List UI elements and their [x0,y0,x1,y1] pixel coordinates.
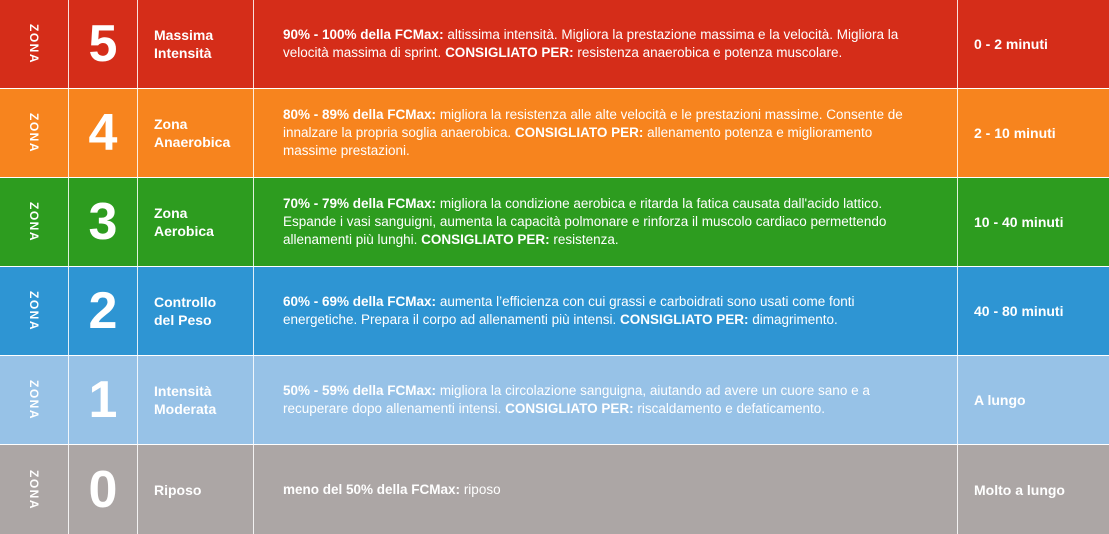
zone-description-cell [253,445,957,534]
zone-label-cell [0,89,68,177]
zone-fc-range: 80% - 89% della FCMax: [283,107,437,122]
zone-description [283,106,917,160]
zone-number: 5 [88,15,118,73]
zone-duration: 2 - 10 minuti [974,125,1056,141]
zone-name: Zona Anaerobica [154,116,231,150]
zone-description [283,481,917,499]
zone-name-cell [137,178,253,266]
zone-label: ZONA [27,291,41,331]
zone-description [283,26,917,62]
zone-label-cell [0,445,68,534]
zone-description [283,293,917,329]
zone-number-cell [68,445,137,534]
zone-fc-range: meno del 50% della FCMax: [283,481,461,497]
zone-recommended: resistenza anaerobica e potenza muscolare. [573,45,843,60]
zone-number: 1 [88,371,118,429]
zone-recommended-label: CONSIGLIATO PER: [619,312,749,327]
zone-description-cell [253,0,957,88]
zone-duration: 10 - 40 minuti [974,214,1064,230]
zone-benefits: altissima intensità. Migliora la prestazione massima e la velocità. Migliora la velocità massima di sprint. [283,27,899,60]
zone-name: Massima Intensità [154,27,214,61]
zone-label: ZONA [27,24,41,64]
zone-duration-cell [957,89,1109,177]
zone-name: Zona Aerobica [154,205,214,239]
zone-benefits: migliora la resistenza alle alte velocità e le prestazioni massime. Consente de innalzare la propria soglia anaerobica. [283,107,903,140]
zone-fc-range: 70% - 79% della FCMax: [283,196,437,211]
zone-number: 0 [88,460,118,519]
zone-recommended-label: CONSIGLIATO PER: [445,45,574,60]
zone-duration: 40 - 80 minuti [974,303,1064,319]
zone-duration: Molto a lungo [974,481,1065,498]
zone-label-cell [0,267,68,355]
zone-description-cell [253,89,957,177]
zone-number-cell [68,89,137,177]
zone-benefits: migliora la condizione aerobica e ritarda la fatica causata dall'acido lattico. Espande i vasi sanguigni, aumenta la capacità polmonare e rinforza il muscolo cardiaco permettendo allenamenti più lunghi. [283,196,887,247]
zone-benefits: migliora la circolazione sanguigna, aiutando ad avere un cuore sano e a recuperare dopo allenamenti intensi. [283,383,870,416]
zone-duration-cell [957,0,1109,88]
zone-name-cell [137,356,253,444]
zone-label: ZONA [27,469,41,510]
zone-description-cell [253,178,957,266]
zone-label-cell [0,0,68,88]
zone-duration-cell [957,267,1109,355]
zone-row [0,178,1109,266]
zone-name: Controllo del Peso [154,294,217,328]
zone-row [0,0,1109,88]
zone-row [0,356,1109,444]
zone-description-cell [253,356,957,444]
zone-description [283,195,917,249]
zone-label-cell [0,178,68,266]
zone-number-cell [68,356,137,444]
zone-duration: A lungo [974,392,1026,408]
zone-duration-cell [957,356,1109,444]
zone-benefits: aumenta l’efficienza con cui grassi e carboidrati sono usati come fonti energetiche. Prepara il corpo ad allenamenti più intensi. [283,294,855,327]
zone-fc-range: 90% - 100% della FCMax: [283,27,444,42]
zone-description-cell [253,267,957,355]
zone-benefits: riposo [460,481,501,497]
zone-number: 2 [88,282,118,340]
zone-duration: 0 - 2 minuti [974,36,1048,52]
zone-number: 3 [88,193,118,251]
zone-recommended: dimagrimento. [748,312,838,327]
zone-recommended: riscaldamento e defaticamento. [633,401,826,416]
zone-number-cell [68,267,137,355]
zone-duration-cell [957,178,1109,266]
zone-name: Riposo [154,481,202,498]
zone-number-cell [68,0,137,88]
zone-number: 4 [88,104,118,162]
zone-label: ZONA [27,380,41,420]
zone-description [283,382,917,418]
zone-name-cell [137,89,253,177]
zone-recommended: allenamento potenza e miglioramento massime prestazioni. [283,125,873,158]
zone-row [0,267,1109,355]
zone-duration-cell [957,445,1109,534]
zone-label: ZONA [27,202,41,242]
zone-fc-range: 50% - 59% della FCMax: [283,383,437,398]
zone-name-cell [137,0,253,88]
zone-number-cell [68,178,137,266]
zone-recommended-label: CONSIGLIATO PER: [421,232,550,247]
zone-name-cell [137,445,253,534]
zone-name: Intensità Moderata [154,383,217,417]
zone-name-cell [137,267,253,355]
zone-label: ZONA [27,113,41,153]
zone-row [0,445,1109,534]
zone-recommended: resistenza. [549,232,619,247]
zone-recommended-label: CONSIGLIATO PER: [514,125,644,140]
zone-label-cell [0,356,68,444]
zone-row [0,89,1109,177]
zone-recommended-label: CONSIGLIATO PER: [505,401,634,416]
zone-fc-range: 60% - 69% della FCMax: [283,294,437,309]
